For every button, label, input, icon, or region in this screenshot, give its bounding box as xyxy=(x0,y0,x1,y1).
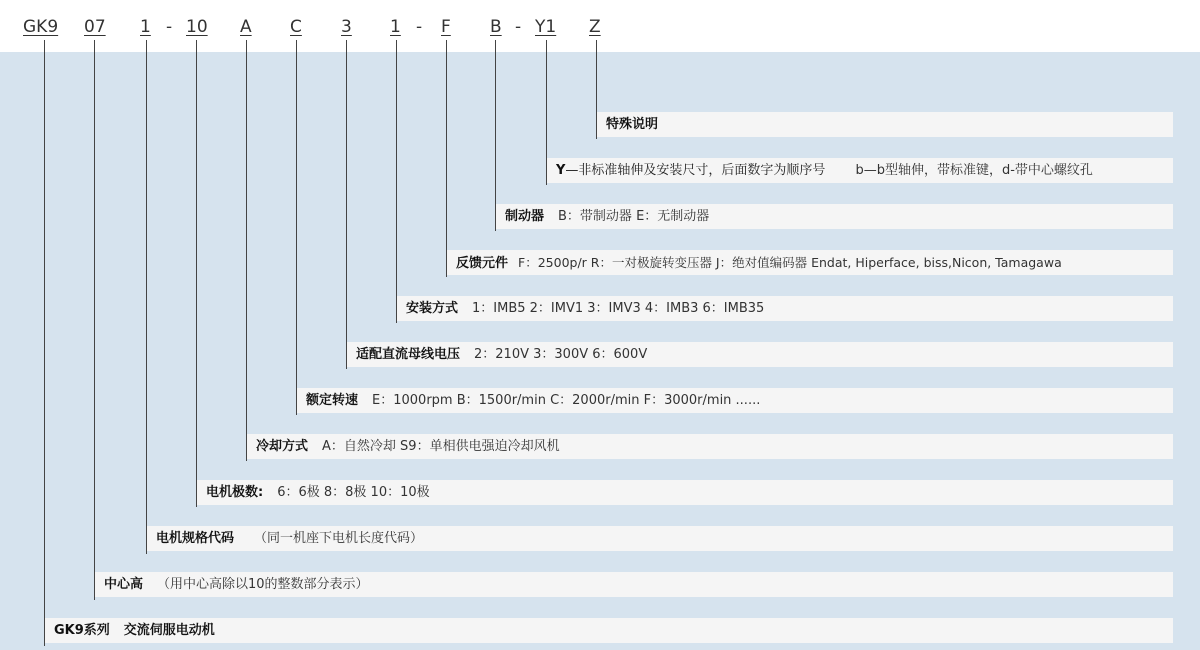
row-description: —非标准轴伸及安装尺寸，后面数字为顺序号 xyxy=(565,163,826,178)
leader-line xyxy=(346,40,347,369)
leader-line xyxy=(296,40,297,415)
code-segment-special: Z xyxy=(589,17,601,37)
code-segment-shaft: Y1 xyxy=(535,17,557,37)
row-label: 适配直流母线电压 xyxy=(356,347,461,362)
code-segment-poles: 10 xyxy=(186,17,208,37)
leader-line xyxy=(246,40,247,461)
row-description: （同一机座下电机长度代码） xyxy=(254,531,424,546)
leader-line xyxy=(44,40,45,646)
legend-row-feedback xyxy=(447,250,1173,275)
legend-row-cooling xyxy=(247,434,1173,459)
row-description-secondary: b—b型轴伸，带标准键，d-带中心螺纹孔 xyxy=(855,163,1093,178)
leader-line xyxy=(146,40,147,554)
legend-row-poles xyxy=(197,480,1173,505)
row-label: 电机规格代码 xyxy=(156,531,235,546)
row-description: B：带制动器 E：无制动器 xyxy=(558,209,710,224)
leader-line xyxy=(446,40,447,277)
code-segment-brake: B xyxy=(490,17,502,37)
row-description: E：1000rpm B：1500r/min C：2000r/min F：3000r/min ...... xyxy=(372,393,761,408)
row-description: （用中心高除以10的整数部分表示） xyxy=(157,577,369,592)
code-segment-voltage: 3 xyxy=(341,17,352,37)
legend-row-center-height xyxy=(95,572,1173,597)
leader-line xyxy=(495,40,496,231)
leader-line xyxy=(94,40,95,600)
row-label: 中心高 xyxy=(104,577,144,592)
legend-row-voltage xyxy=(347,342,1173,367)
row-label: 制动器 xyxy=(505,209,545,224)
code-segment-center-height: 07 xyxy=(84,17,106,37)
code-segment-mounting: 1 xyxy=(390,17,401,37)
row-description: 2：210V 3：300V 6：600V xyxy=(474,347,648,362)
legend-row-brake xyxy=(496,204,1173,229)
code-dash: - xyxy=(416,17,423,37)
model-code-bar xyxy=(0,0,1200,52)
legend-row-speed xyxy=(297,388,1173,413)
row-label: 反馈元件 xyxy=(456,256,509,271)
legend-row-shaft xyxy=(547,158,1173,183)
row-label: 特殊说明 xyxy=(606,117,659,132)
code-segment-speed: C xyxy=(290,17,302,37)
leader-line xyxy=(196,40,197,507)
code-segment-series: GK9 xyxy=(23,17,59,37)
row-description: F：2500p/r R：一对极旋转变压器 J：绝对值编码器 Endat, Hiperface, biss,Nicon, Tamagawa xyxy=(518,255,1062,270)
row-label: GK9系列 xyxy=(54,623,110,638)
row-description: 1：IMB5 2：IMV1 3：IMV3 4：IMB3 6：IMB35 xyxy=(472,301,765,316)
code-dash: - xyxy=(166,17,173,37)
legend-row-series xyxy=(45,618,1173,643)
row-description: 交流伺服电动机 xyxy=(123,623,215,638)
row-label: 电机极数: xyxy=(206,485,264,500)
row-label: 额定转速 xyxy=(306,393,359,408)
code-segment-cooling: A xyxy=(240,17,252,37)
row-description: 6：6极 8：8极 10：10极 xyxy=(277,485,430,500)
legend-row-mounting xyxy=(397,296,1173,321)
row-label: 冷却方式 xyxy=(256,439,309,454)
code-segment-spec: 1 xyxy=(140,17,151,37)
legend-row-spec xyxy=(147,526,1173,551)
row-label: Y xyxy=(556,163,566,178)
code-dash: - xyxy=(515,17,522,37)
code-segment-feedback: F xyxy=(441,17,451,37)
row-description: A：自然冷却 S9：单相供电强迫冷却风机 xyxy=(322,439,560,454)
row-label: 安装方式 xyxy=(406,301,459,316)
legend-row-special xyxy=(597,112,1173,137)
leader-line xyxy=(396,40,397,323)
